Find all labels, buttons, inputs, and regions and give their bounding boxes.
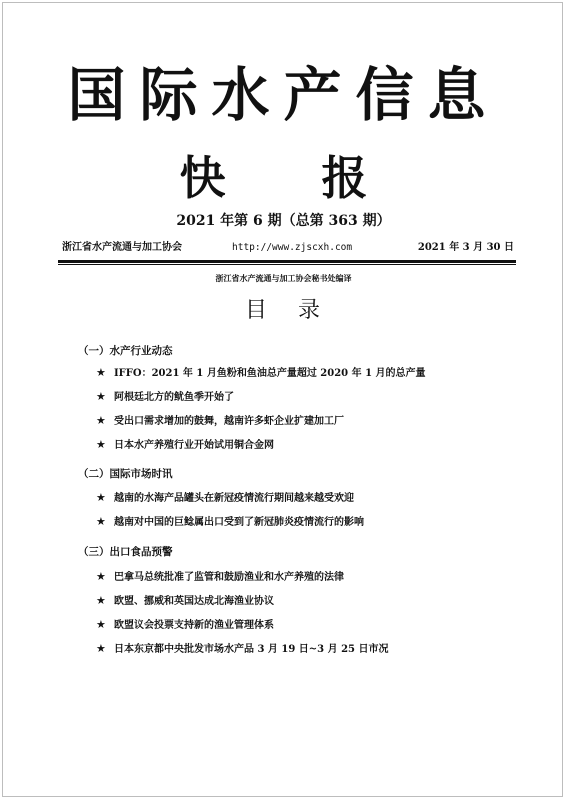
toc-item-text: 阿根廷北方的鱿鱼季开始了 — [114, 392, 234, 403]
toc-item-text: 欧盟、挪威和英国达成北海渔业协议 — [114, 596, 274, 607]
masthead-subtitle: 快 报 — [179, 151, 408, 205]
issue-line: 2021 年第 6 期（总第 363 期） — [176, 213, 391, 229]
star-icon: ★ — [96, 390, 106, 403]
header-rule-thick — [58, 260, 516, 263]
star-icon: ★ — [96, 618, 106, 631]
publisher-url[interactable]: http://www.zjscxh.com — [232, 242, 353, 253]
toc-section-label: （三）出口食品预警 — [78, 546, 173, 558]
star-icon: ★ — [96, 491, 106, 504]
publisher-line — [62, 240, 514, 256]
toc-item[interactable] — [96, 437, 274, 454]
toc-item[interactable] — [96, 641, 389, 658]
star-icon: ★ — [96, 594, 106, 607]
star-icon: ★ — [96, 366, 106, 379]
star-icon: ★ — [96, 642, 106, 655]
star-icon: ★ — [96, 438, 106, 451]
publisher-organization: 浙江省水产流通与加工协会 — [62, 242, 182, 253]
toc-section-label: （二）国际市场时讯 — [78, 468, 173, 480]
masthead-title: 国际水产信息 — [67, 61, 500, 129]
toc-title: 目 录 — [245, 298, 332, 323]
toc-item-text: 日本东京都中央批发市场水产品 3 月 19 日~3 月 25 日市况 — [114, 644, 389, 655]
toc-item[interactable] — [96, 389, 234, 406]
toc-item-text: 越南的水海产品罐头在新冠疫情流行期间越来越受欢迎 — [114, 493, 354, 504]
toc-item[interactable] — [96, 617, 274, 634]
toc-item-text: 巴拿马总统批准了监管和鼓励渔业和水产养殖的法律 — [114, 572, 344, 583]
toc-item-text: 日本水产养殖行业开始试用铜合金网 — [114, 440, 274, 451]
toc-item[interactable] — [96, 514, 364, 531]
toc-item-text: IFFO：2021 年 1 月鱼粉和鱼油总产量超过 2020 年 1 月的总产量 — [114, 368, 426, 379]
toc-section-label: （一）水产行业动态 — [78, 345, 173, 357]
toc-item[interactable] — [96, 593, 274, 610]
star-icon: ★ — [96, 515, 106, 528]
toc-item-text: 越南对中国的巨鲶属出口受到了新冠肺炎疫情流行的影响 — [114, 517, 364, 528]
toc-item-text: 欧盟议会投票支持新的渔业管理体系 — [114, 620, 274, 631]
toc-item-text: 受出口需求增加的鼓舞，越南许多虾企业扩建加工厂 — [114, 416, 344, 427]
compiled-by-note: 浙江省水产流通与加工协会秘书处编译 — [215, 273, 352, 283]
star-icon: ★ — [96, 570, 106, 583]
publish-date: 2021 年 3 月 30 日 — [417, 242, 514, 253]
header-rule-thin — [58, 264, 516, 265]
toc-item[interactable] — [96, 490, 354, 507]
star-icon: ★ — [96, 414, 106, 427]
toc-item[interactable] — [96, 413, 344, 430]
toc-item[interactable] — [96, 365, 426, 382]
toc-item[interactable] — [96, 569, 344, 586]
